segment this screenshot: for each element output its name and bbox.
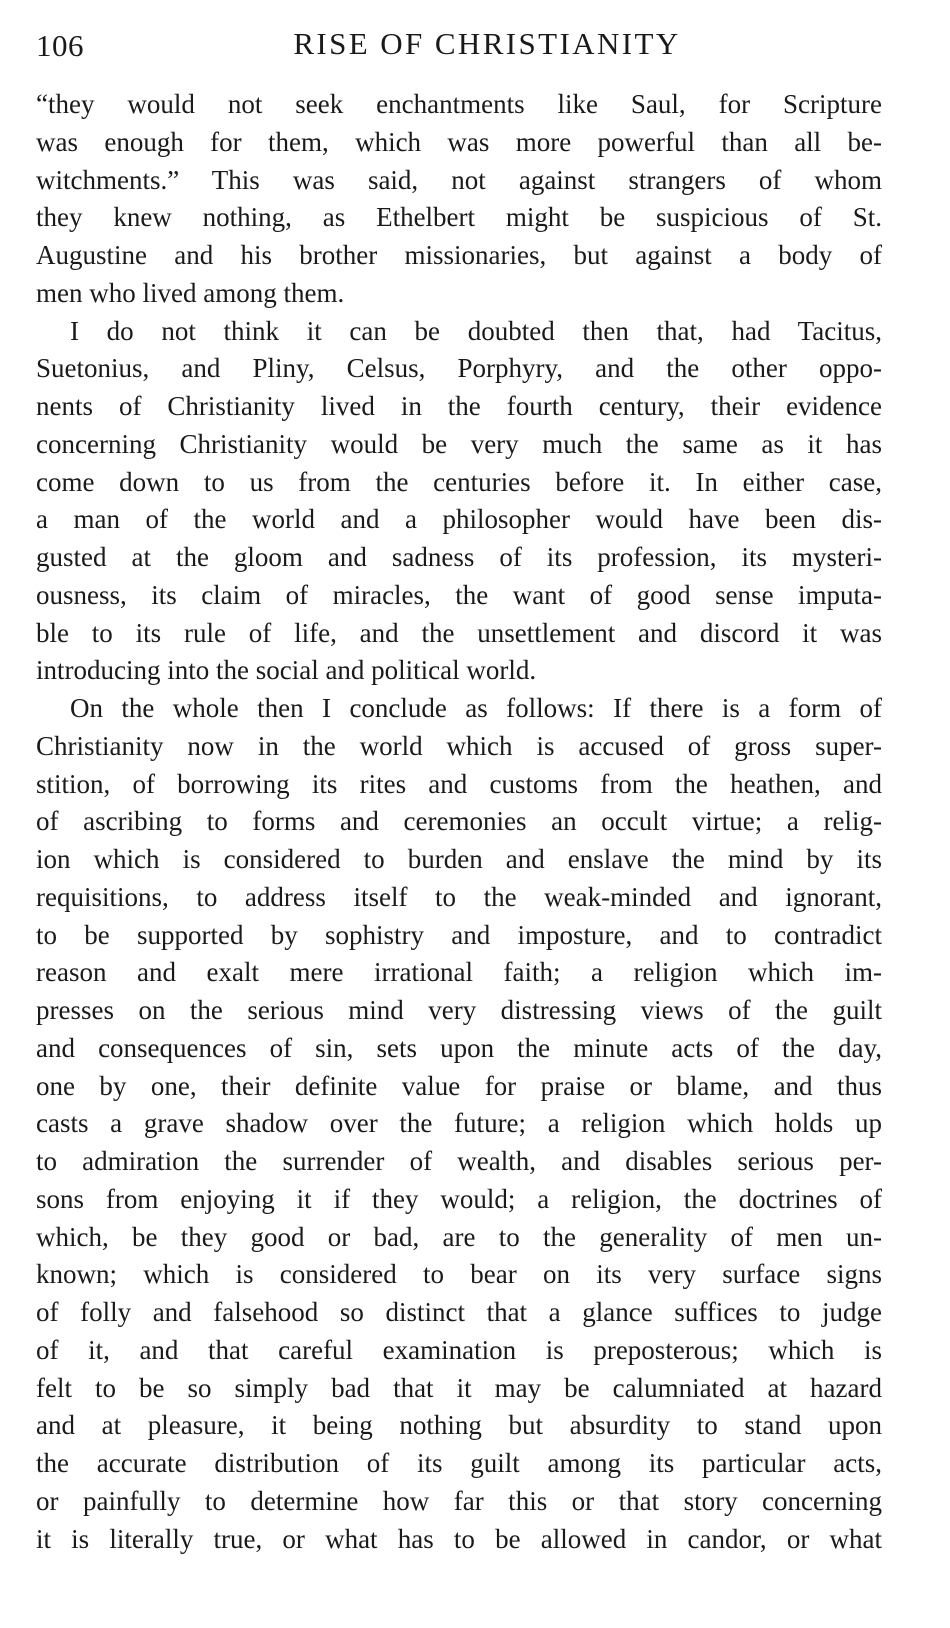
text-line: Suetonius, and Pliny, Celsus, Porphyry, and the other oppo- xyxy=(36,353,882,384)
page-number: 106 xyxy=(36,28,84,63)
text-line: concerning Christianity would be very much the same as it has xyxy=(36,428,882,459)
text-line: “they would not seek enchantments like Saul, for Scripture xyxy=(36,89,882,119)
body-text xyxy=(36,86,882,1558)
text-line: requisitions, to address itself to the weak-minded and ignorant, xyxy=(36,881,882,912)
text-line: known; which is considered to bear on its very surface signs xyxy=(36,1259,882,1290)
text-line: Christianity now in the world which is accused of gross super- xyxy=(36,730,882,761)
text-line: reason and exalt mere irrational faith; a religion which im- xyxy=(36,957,882,988)
text-line: of folly and falsehood so distinct that a glance suffices to judge xyxy=(36,1297,882,1327)
text-line: I do not think it can be doubted then that, had Tacitus, xyxy=(70,315,882,346)
text-line: ousness, its claim of miracles, the want of good sense imputa- xyxy=(36,579,882,610)
text-line: of it, and that careful examination is preposterous; which is xyxy=(36,1334,882,1365)
text-line: the accurate distribution of its guilt among its particular acts, xyxy=(36,1448,882,1478)
text-line: ble to its rule of life, and the unsettlement and discord it was xyxy=(36,617,882,648)
text-line: gusted at the gloom and sadness of its profession, its mysteri- xyxy=(36,542,882,572)
paragraph xyxy=(36,86,882,313)
text-line: to admiration the surrender of wealth, and disables serious per- xyxy=(36,1146,882,1176)
text-line: nents of Christianity lived in the fourth century, their evidence xyxy=(36,391,882,421)
text-line: was enough for them, which was more powerful than all be- xyxy=(36,126,882,157)
text-line: or painfully to determine how far this or that story concerning xyxy=(36,1485,882,1516)
text-line: stition, of borrowing its rites and customs from the heathen, and xyxy=(36,768,882,799)
text-line: felt to be so simply bad that it may be calumniated at hazard xyxy=(36,1372,882,1403)
text-line: one by one, their definite value for praise or blame, and thus xyxy=(36,1070,882,1101)
text-line: come down to us from the centuries before it. In either case, xyxy=(36,466,882,497)
book-page xyxy=(36,24,882,1558)
text-line: introducing into the social and political world. xyxy=(36,655,537,686)
paragraph xyxy=(36,313,882,691)
paragraph xyxy=(36,690,882,1558)
text-line: Augustine and his brother missionaries, but against a body of xyxy=(36,240,882,270)
text-line: and at pleasure, it being nothing but absurdity to stand upon xyxy=(36,1410,882,1441)
text-line: a man of the world and a philosopher would have been dis- xyxy=(36,504,882,535)
text-line: witchments.” This was said, not against strangers of whom xyxy=(36,164,882,195)
text-line: On the whole then I conclude as follows: If there is a form of xyxy=(70,693,882,723)
running-head xyxy=(36,24,882,76)
text-line: sons from enjoying it if they would; a religion, the doctrines of xyxy=(36,1183,882,1214)
text-line: of ascribing to forms and ceremonies an occult virtue; a relig- xyxy=(36,806,882,837)
text-line: ion which is considered to burden and enslave the mind by its xyxy=(36,844,882,874)
text-line: they knew nothing, as Ethelbert might be suspicious of St. xyxy=(36,202,882,233)
running-title: RISE OF CHRISTIANITY xyxy=(293,26,681,61)
text-line: casts a grave shadow over the future; a religion which holds up xyxy=(36,1108,882,1139)
text-line: it is literally true, or what has to be allowed in candor, or what xyxy=(36,1523,882,1554)
text-line: to be supported by sophistry and imposture, and to contradict xyxy=(36,919,882,950)
text-line: which, be they good or bad, are to the generality of men un- xyxy=(36,1221,882,1252)
text-line: men who lived among them. xyxy=(36,277,345,308)
text-line: presses on the serious mind very distressing views of the guilt xyxy=(36,995,882,1025)
text-line: and consequences of sin, sets upon the minute acts of the day, xyxy=(36,1032,882,1063)
